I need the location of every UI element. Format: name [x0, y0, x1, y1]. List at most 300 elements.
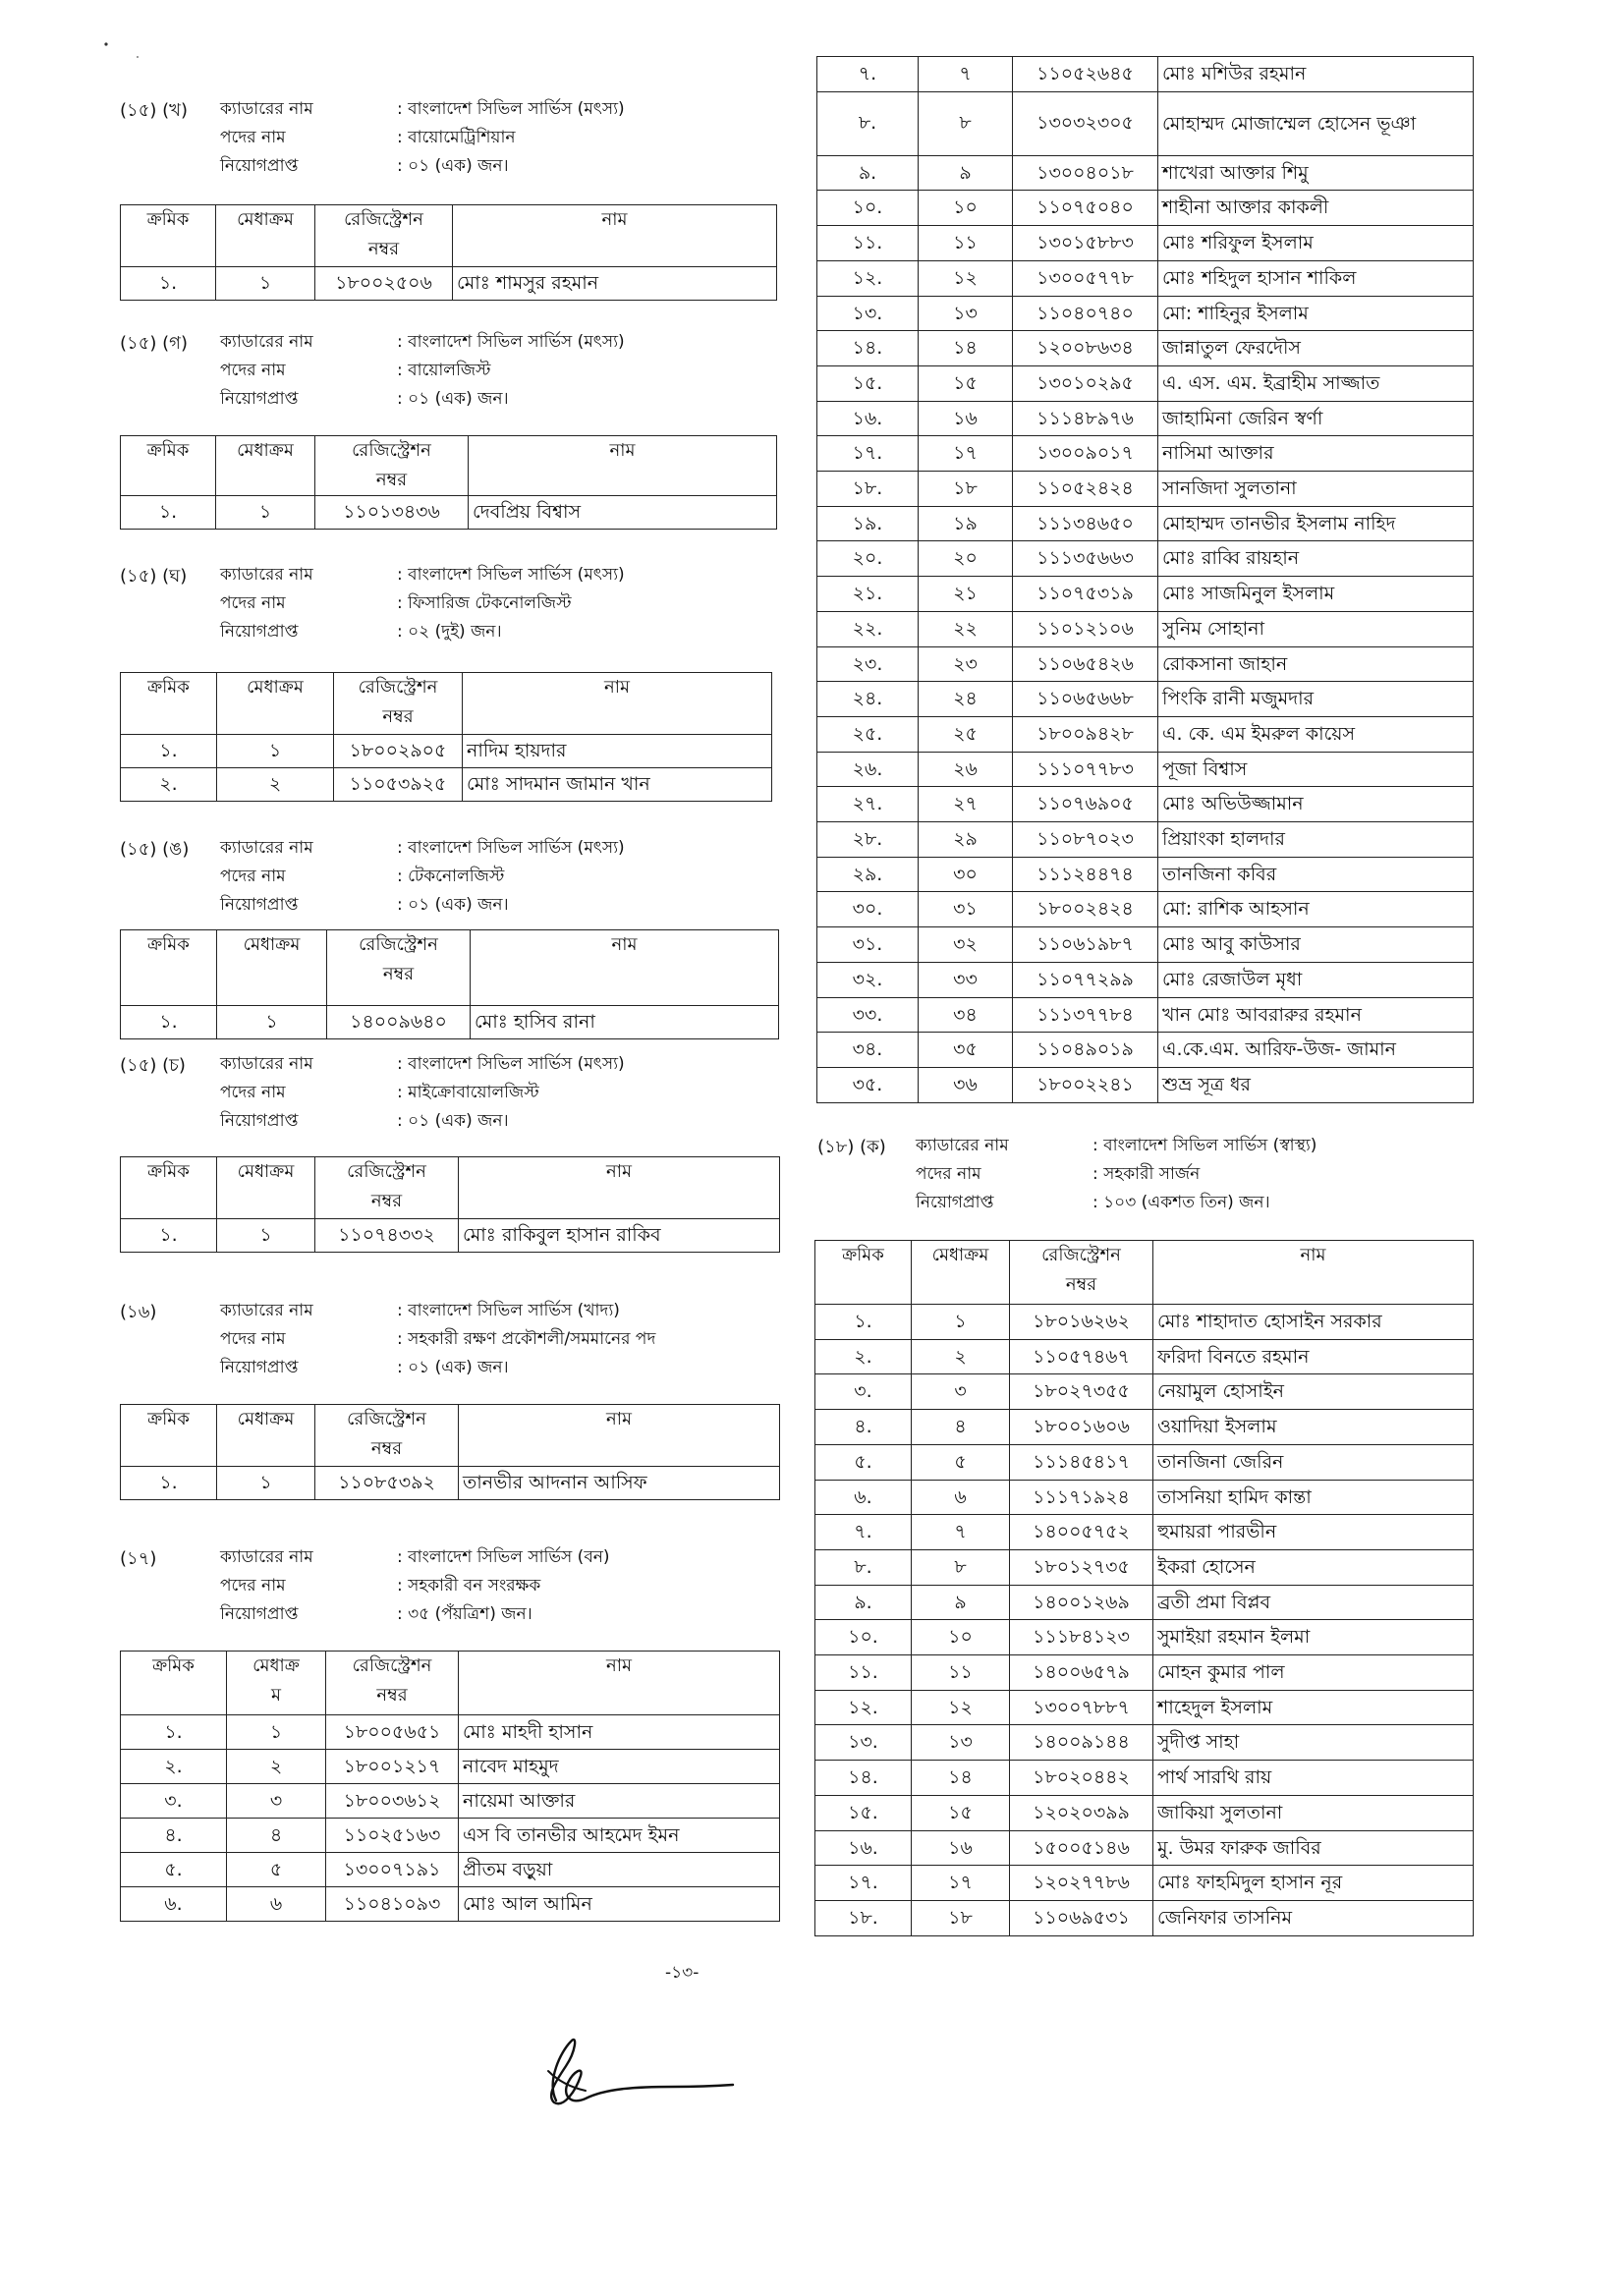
name-cell: মোঃ রেজাউল মৃধা	[1158, 962, 1474, 997]
registration-cell: ১৩০০৯০১৭	[1013, 436, 1158, 472]
table-row	[817, 962, 1474, 997]
table-header-row	[121, 673, 772, 735]
table-row	[121, 1219, 780, 1253]
merit-cell: ১৫	[919, 365, 1013, 401]
name-cell: মোঃ ফাহমিদুল হাসান নূর	[1153, 1866, 1474, 1901]
registration-cell: ১৮০২০৪৪২	[1010, 1761, 1153, 1796]
serial-cell: ৪.	[815, 1410, 912, 1445]
header-registration: রেজিস্ট্রেশন নম্বর	[327, 930, 471, 1006]
table-row	[121, 496, 777, 530]
name-cell: তানজিনা জেরিন	[1153, 1444, 1474, 1480]
table-row	[815, 1690, 1474, 1725]
registration-cell: ১১০৫২৬৪৫	[1013, 57, 1158, 92]
post-value: : বায়োমেট্রিশিয়ান	[397, 128, 516, 147]
registration-cell: ১৮০২৭৩৫৫	[1010, 1374, 1153, 1410]
header-serial: ক্রমিক	[121, 930, 217, 1006]
header-serial: ক্রমিক	[121, 673, 217, 735]
table-row	[817, 577, 1474, 612]
registration-cell: ১৮০১৬২৬২	[1010, 1305, 1153, 1340]
table-row	[121, 1887, 780, 1922]
table-row	[121, 1853, 780, 1887]
serial-cell: ১.	[815, 1305, 912, 1340]
roster-table-16	[120, 1404, 780, 1500]
merit-cell: ১	[227, 1715, 326, 1750]
table-row	[817, 682, 1474, 717]
serial-cell: ৮.	[815, 1549, 912, 1585]
serial-cell: ১৫.	[817, 365, 919, 401]
appointed-value: : ০২ (দুই) জন।	[397, 622, 502, 642]
serial-cell: ১৩.	[815, 1725, 912, 1761]
post-label: পদের নাম	[220, 867, 286, 886]
registration-cell: ১১০৭৫৩১৯	[1013, 577, 1158, 612]
merit-cell: ১	[217, 735, 334, 768]
table-row	[817, 716, 1474, 752]
table-row	[121, 1819, 780, 1853]
serial-cell: ২.	[121, 768, 217, 802]
cadre-label: ক্যাডারের নাম	[220, 99, 313, 119]
table-row	[817, 506, 1474, 541]
name-cell: প্রিয়াংকা হালদার	[1158, 822, 1474, 858]
merit-cell: ২৭	[919, 787, 1013, 822]
merit-cell: ১	[217, 1006, 327, 1039]
registration-cell: ১১০৭৪৩৩২	[315, 1219, 459, 1253]
cadre-label: ক্যাডারের নাম	[220, 565, 313, 585]
name-cell: এ.কে.এম. আরিফ-উজ- জামান	[1158, 1033, 1474, 1068]
post-label: পদের নাম	[220, 1083, 286, 1102]
header-merit: মেধাক্রম	[217, 1405, 315, 1467]
registration-cell: ১১০৮৫৩৯২	[315, 1467, 459, 1500]
table-row	[817, 472, 1474, 507]
serial-cell: ২৫.	[817, 716, 919, 752]
registration-cell: ১১০৮৭০২৩	[1013, 822, 1158, 858]
registration-cell: ১৩০৩২৩০৫	[1013, 91, 1158, 155]
name-cell: ব্রতী প্রমা বিপ্লব	[1153, 1585, 1474, 1620]
table-row	[817, 1067, 1474, 1102]
serial-cell: ১০.	[815, 1620, 912, 1655]
section-number: (১৫) (ঘ)	[120, 566, 188, 587]
table-row	[817, 260, 1474, 296]
roster-table-15-cha	[120, 1156, 780, 1253]
serial-cell: ৩৫.	[817, 1067, 919, 1102]
registration-cell: ১৪০০৯১৪৪	[1010, 1725, 1153, 1761]
post-label: পদের নাম	[220, 128, 286, 147]
serial-cell: ২০.	[817, 541, 919, 577]
name-cell: মোঃ মশিউর রহমান	[1158, 57, 1474, 92]
name-cell: মোঃ রাকিবুল হাসান রাকিব	[459, 1219, 780, 1253]
table-row	[817, 191, 1474, 226]
table-row	[817, 226, 1474, 261]
merit-cell: ১৮	[919, 472, 1013, 507]
section-number: (১৮) (ক)	[817, 1137, 886, 1157]
merit-cell: ১৬	[912, 1830, 1010, 1866]
registration-cell: ১৪০০৯৬৪০	[327, 1006, 471, 1039]
registration-cell: ১৮০০২৫০৬	[315, 267, 453, 301]
serial-cell: ৮.	[817, 91, 919, 155]
cadre-value: : বাংলাদেশ সিভিল সার্ভিস (স্বাস্থ্য)	[1092, 1136, 1317, 1155]
merit-cell: ৩১	[919, 892, 1013, 927]
table-row	[817, 857, 1474, 892]
serial-cell: ২.	[815, 1339, 912, 1374]
registration-cell: ১৮০০১২১৭	[326, 1750, 459, 1784]
roster-table-18-ka	[814, 1240, 1474, 1936]
merit-cell: ১৩	[919, 296, 1013, 331]
merit-cell: ১৫	[912, 1795, 1010, 1830]
merit-cell: ৯	[919, 155, 1013, 191]
serial-cell: ১৯.	[817, 506, 919, 541]
header-serial: ক্রমিক	[121, 436, 216, 496]
table-row	[121, 267, 777, 301]
serial-cell: ১৭.	[817, 436, 919, 472]
name-cell: পার্থ সারথি রায়	[1153, 1761, 1474, 1796]
roster-table-15-uma	[120, 929, 779, 1039]
name-cell: মোঃ আবু কাউসার	[1158, 927, 1474, 963]
name-cell: মোঃ রাব্বি রায়হান	[1158, 541, 1474, 577]
page-number: -১৩-	[665, 1963, 700, 1983]
cadre-label: ক্যাডারের নাম	[220, 1054, 313, 1074]
serial-cell: ১.	[121, 735, 217, 768]
merit-cell: ৬	[227, 1887, 326, 1922]
table-row	[817, 611, 1474, 646]
appointed-value: : ৩৫ (পঁয়ত্রিশ) জন।	[397, 1604, 532, 1624]
serial-cell: ১৮.	[815, 1900, 912, 1935]
serial-cell: ৩৪.	[817, 1033, 919, 1068]
registration-cell: ১১১২৪৪৭৪	[1013, 857, 1158, 892]
header-registration: রেজিস্ট্রেশন নম্বর	[1010, 1241, 1153, 1305]
table-row	[817, 646, 1474, 682]
merit-cell: ২১	[919, 577, 1013, 612]
registration-cell: ১১১৩৪৬৫০	[1013, 506, 1158, 541]
table-row	[817, 927, 1474, 963]
header-merit: মেধাক্রম	[217, 1157, 315, 1219]
cadre-value: : বাংলাদেশ সিভিল সার্ভিস (খাদ্য)	[397, 1301, 620, 1320]
registration-cell: ১১১৭১৯২৪	[1010, 1480, 1153, 1515]
registration-cell: ১১০৫৭৪৬৭	[1010, 1339, 1153, 1374]
name-cell: সানজিদা সুলতানা	[1158, 472, 1474, 507]
table-row	[815, 1374, 1474, 1410]
appointed-value: : ০১ (এক) জন।	[397, 1358, 509, 1377]
name-cell: মোহন কুমার পাল	[1153, 1655, 1474, 1691]
serial-cell: ১২.	[817, 260, 919, 296]
table-header-row	[121, 205, 777, 267]
serial-cell: ১০.	[817, 191, 919, 226]
cadre-value: : বাংলাদেশ সিভিল সার্ভিস (মৎস্য)	[397, 99, 625, 119]
post-label: পদের নাম	[220, 1329, 286, 1349]
roster-table-17	[120, 1651, 780, 1922]
name-cell: মোঃ সাজমিনুল ইসলাম	[1158, 577, 1474, 612]
section-number: (১৭)	[120, 1548, 157, 1569]
serial-cell: ৩.	[121, 1784, 227, 1819]
header-name: নাম	[459, 1157, 780, 1219]
name-cell: মোঃ শহিদুল হাসান শাকিল	[1158, 260, 1474, 296]
appointed-label: নিয়োগপ্রাপ্ত	[220, 895, 299, 915]
table-row	[815, 1305, 1474, 1340]
name-cell: মোহাম্মদ তানভীর ইসলাম নাহিদ	[1158, 506, 1474, 541]
table-row	[815, 1585, 1474, 1620]
serial-cell: ১৭.	[815, 1866, 912, 1901]
table-header-row	[815, 1241, 1474, 1305]
registration-cell: ১১০৪৯০১৯	[1013, 1033, 1158, 1068]
section-number: (১৬)	[120, 1302, 157, 1322]
serial-cell: ১৫.	[815, 1795, 912, 1830]
table-row	[815, 1444, 1474, 1480]
name-cell: মো: রাশিক আহসান	[1158, 892, 1474, 927]
name-cell: দেবপ্রিয় বিশ্বাস	[469, 496, 777, 530]
registration-cell: ১৮০০৯৪২৮	[1013, 716, 1158, 752]
name-cell: এ. এস. এম. ইব্রাহীম সাজ্জাত	[1158, 365, 1474, 401]
section-number: (১৫) (ঙ)	[120, 839, 190, 860]
merit-cell: ২৯	[919, 822, 1013, 858]
header-serial: ক্রমিক	[815, 1241, 912, 1305]
registration-cell: ১৩০০৪০১৮	[1013, 155, 1158, 191]
serial-cell: ৩১.	[817, 927, 919, 963]
appointed-value: : ০১ (এক) জন।	[397, 1111, 509, 1131]
name-cell: নাদিম হায়দার	[463, 735, 772, 768]
name-cell: মু. উমর ফারুক জাবির	[1153, 1830, 1474, 1866]
merit-cell: ৭	[919, 57, 1013, 92]
merit-cell: ৩২	[919, 927, 1013, 963]
merit-cell: ২	[217, 768, 334, 802]
merit-cell: ৩৬	[919, 1067, 1013, 1102]
serial-cell: ৫.	[815, 1444, 912, 1480]
name-cell: মোঃ সাদমান জামান খান	[463, 768, 772, 802]
table-row	[815, 1795, 1474, 1830]
table-row	[815, 1655, 1474, 1691]
registration-cell: ১৩০১০২৯৫	[1013, 365, 1158, 401]
serial-cell: ১.	[121, 1715, 227, 1750]
table-row	[815, 1830, 1474, 1866]
merit-cell: ৩০	[919, 857, 1013, 892]
table-row	[817, 1033, 1474, 1068]
table-row	[121, 768, 772, 802]
registration-cell: ১৮০০৫৬৫১	[326, 1715, 459, 1750]
registration-cell: ১২০০৮৬৩৪	[1013, 331, 1158, 366]
name-cell: শাহেদুল ইসলাম	[1153, 1690, 1474, 1725]
table-row	[815, 1761, 1474, 1796]
serial-cell: ১.	[121, 496, 216, 530]
merit-cell: ১৬	[919, 401, 1013, 436]
merit-cell: ৬	[912, 1480, 1010, 1515]
registration-cell: ১১০৬৯৫৩১	[1010, 1900, 1153, 1935]
merit-cell: ৭	[912, 1515, 1010, 1550]
name-cell: নেয়ামুল হোসাইন	[1153, 1374, 1474, 1410]
name-cell: সুদীপ্ত সাহা	[1153, 1725, 1474, 1761]
section-number: (১৫) (খ)	[120, 100, 188, 121]
table-row	[817, 752, 1474, 787]
registration-cell: ১৩০০৭১৯১	[326, 1853, 459, 1887]
header-name: নাম	[471, 930, 779, 1006]
appointed-label: নিয়োগপ্রাপ্ত	[220, 156, 299, 176]
table-row	[817, 822, 1474, 858]
post-value: : বায়োলজিস্ট	[397, 361, 491, 380]
header-registration: রেজিস্ট্রেশন নম্বর	[334, 673, 463, 735]
name-cell: হুমায়রা পারভীন	[1153, 1515, 1474, 1550]
serial-cell: ৯.	[817, 155, 919, 191]
table-header-row	[121, 1652, 780, 1715]
name-cell: জান্নাতুল ফেরদৌস	[1158, 331, 1474, 366]
name-cell: মোঃ অভিউজ্জামান	[1158, 787, 1474, 822]
cadre-label: ক্যাডারের নাম	[220, 332, 313, 352]
table-row	[121, 1750, 780, 1784]
table-row	[121, 1715, 780, 1750]
merit-cell: ১২	[912, 1690, 1010, 1725]
header-name: নাম	[469, 436, 777, 496]
merit-cell: ২	[227, 1750, 326, 1784]
table-row	[121, 1467, 780, 1500]
table-row	[815, 1515, 1474, 1550]
serial-cell: ১৬.	[817, 401, 919, 436]
appointed-value: : ০১ (এক) জন।	[397, 389, 509, 409]
merit-cell: ৩৩	[919, 962, 1013, 997]
serial-cell: ৬.	[121, 1887, 227, 1922]
registration-cell: ১১০৫২৪২৪	[1013, 472, 1158, 507]
merit-cell: ১২	[919, 260, 1013, 296]
serial-cell: ১১.	[815, 1655, 912, 1691]
registration-cell: ১১০৬১৯৮৭	[1013, 927, 1158, 963]
registration-cell: ১৪০০১২৬৯	[1010, 1585, 1153, 1620]
table-row	[817, 91, 1474, 155]
name-cell: মোঃ শামসুর রহমান	[453, 267, 777, 301]
name-cell: ইকরা হোসেন	[1153, 1549, 1474, 1585]
merit-cell: ৪	[912, 1410, 1010, 1445]
merit-cell: ১	[216, 496, 315, 530]
name-cell: পিংকি রানী মজুমদার	[1158, 682, 1474, 717]
table-row	[815, 1620, 1474, 1655]
cadre-label: ক্যাডারের নাম	[220, 1547, 313, 1567]
serial-cell: ১.	[121, 1467, 217, 1500]
roster-table-15-gha	[120, 672, 772, 802]
name-cell: মোঃ আল আমিন	[459, 1887, 780, 1922]
serial-cell: ১.	[121, 267, 216, 301]
name-cell: প্রীতম বড়ুয়া	[459, 1853, 780, 1887]
registration-cell: ১৩০০৫৭৭৮	[1013, 260, 1158, 296]
name-cell: নাবেদ মাহমুদ	[459, 1750, 780, 1784]
name-cell: পূজা বিশ্বাস	[1158, 752, 1474, 787]
serial-cell: ৭.	[815, 1515, 912, 1550]
name-cell: খান মোঃ আবরারুর রহমান	[1158, 997, 1474, 1033]
table-row	[815, 1339, 1474, 1374]
appointed-value: : ১০৩ (একশত তিন) জন।	[1092, 1193, 1270, 1212]
name-cell: মোঃ শাহাদাত হোসাইন সরকার	[1153, 1305, 1474, 1340]
scan-specks	[0, 0, 196, 79]
merit-cell: ৮	[919, 91, 1013, 155]
name-cell: জাহামিনা জেরিন স্বর্ণা	[1158, 401, 1474, 436]
table-row	[815, 1725, 1474, 1761]
header-merit: মেধাক্রম	[217, 930, 327, 1006]
merit-cell: ১	[912, 1305, 1010, 1340]
appointed-label: নিয়োগপ্রাপ্ত	[220, 1358, 299, 1377]
registration-cell: ১৫০০৫১৪৬	[1010, 1830, 1153, 1866]
post-label: পদের নাম	[916, 1164, 981, 1184]
serial-cell: ৫.	[121, 1853, 227, 1887]
appointed-label: নিয়োগপ্রাপ্ত	[220, 1604, 299, 1624]
post-value: : সহকারী সার্জন	[1092, 1164, 1201, 1184]
serial-cell: ১৪.	[815, 1761, 912, 1796]
registration-cell: ১১০৬৫৬৬৮	[1013, 682, 1158, 717]
serial-cell: ১৬.	[815, 1830, 912, 1866]
merit-cell: ১১	[912, 1655, 1010, 1691]
registration-cell: ১৮০০১৬০৬	[1010, 1410, 1153, 1445]
registration-cell: ১৩০০৭৮৮৭	[1010, 1690, 1153, 1725]
table-row	[817, 57, 1474, 92]
registration-cell: ১১০৪১০৯৩	[326, 1887, 459, 1922]
merit-cell: ১৩	[912, 1725, 1010, 1761]
table-row	[817, 401, 1474, 436]
merit-cell: ৯	[912, 1585, 1010, 1620]
merit-cell: ১০	[919, 191, 1013, 226]
roster-table-17-continued	[816, 56, 1474, 1103]
table-header-row	[121, 930, 779, 1006]
serial-cell: ৩৩.	[817, 997, 919, 1033]
header-name: নাম	[453, 205, 777, 267]
header-merit: মেধাক্রম	[216, 205, 315, 267]
name-cell: মোঃ হাসিব রানা	[471, 1006, 779, 1039]
registration-cell: ১২০২৭৭৮৬	[1010, 1866, 1153, 1901]
cadre-label: ক্যাডারের নাম	[916, 1136, 1009, 1155]
registration-cell: ১৪০০৬৫৭৯	[1010, 1655, 1153, 1691]
table-row	[815, 1549, 1474, 1585]
serial-cell: ৯.	[815, 1585, 912, 1620]
registration-cell: ১৮০০৩৬১২	[326, 1784, 459, 1819]
merit-cell: ২৪	[919, 682, 1013, 717]
merit-cell: ১	[217, 1219, 315, 1253]
name-cell: মো: শাহিনুর ইসলাম	[1158, 296, 1474, 331]
merit-cell: ১৮	[912, 1900, 1010, 1935]
merit-cell: ১৯	[919, 506, 1013, 541]
header-name: নাম	[459, 1652, 780, 1715]
merit-cell: ৫	[912, 1444, 1010, 1480]
serial-cell: ১.	[121, 1006, 217, 1039]
registration-cell: ১১১৪৮৯৭৬	[1013, 401, 1158, 436]
table-row	[815, 1480, 1474, 1515]
header-registration: রেজিস্ট্রেশন নম্বর	[315, 205, 453, 267]
header-registration: রেজিস্ট্রেশন নম্বর	[315, 1405, 459, 1467]
registration-cell: ১৮০০২৯০৫	[334, 735, 463, 768]
serial-cell: ১৮.	[817, 472, 919, 507]
serial-cell: ২.	[121, 1750, 227, 1784]
merit-cell: ৪	[227, 1819, 326, 1853]
registration-cell: ১১০৭৬৯০৫	[1013, 787, 1158, 822]
table-row	[817, 436, 1474, 472]
name-cell: এস বি তানভীর আহমেদ ইমন	[459, 1819, 780, 1853]
registration-cell: ১১১৩৫৬৬৩	[1013, 541, 1158, 577]
registration-cell: ১৮০০২২৪১	[1013, 1067, 1158, 1102]
serial-cell: ২৭.	[817, 787, 919, 822]
section-number: (১৫) (গ)	[120, 333, 188, 354]
header-serial: ক্রমিক	[121, 1405, 217, 1467]
serial-cell: ১১.	[817, 226, 919, 261]
table-row	[817, 997, 1474, 1033]
merit-cell: ২৬	[919, 752, 1013, 787]
name-cell: নায়েমা আক্তার	[459, 1784, 780, 1819]
header-registration: রেজিস্ট্রেশন নম্বর	[315, 1157, 459, 1219]
header-registration: রেজিস্ট্রেশন নম্বর	[315, 436, 469, 496]
name-cell: শুভ্র সূত্র ধর	[1158, 1067, 1474, 1102]
header-merit: মেধাক্র ম	[227, 1652, 326, 1715]
name-cell: তাসনিয়া হামিদ কান্তা	[1153, 1480, 1474, 1515]
merit-cell: ১৭	[912, 1866, 1010, 1901]
serial-cell: ১২.	[815, 1690, 912, 1725]
cadre-value: : বাংলাদেশ সিভিল সার্ভিস (মৎস্য)	[397, 1054, 625, 1074]
registration-cell: ১১১০৭৭৮৩	[1013, 752, 1158, 787]
cadre-value: : বাংলাদেশ সিভিল সার্ভিস (বন)	[397, 1547, 610, 1567]
post-value: : সহকারী বন সংরক্ষক	[397, 1576, 541, 1596]
cadre-value: : বাংলাদেশ সিভিল সার্ভিস (মৎস্য)	[397, 565, 625, 585]
name-cell: সুমাইয়া রহমান ইলমা	[1153, 1620, 1474, 1655]
header-name: নাম	[1153, 1241, 1474, 1305]
table-header-row	[121, 436, 777, 496]
appointed-label: নিয়োগপ্রাপ্ত	[220, 622, 299, 642]
appointed-value: : ০১ (এক) জন।	[397, 895, 509, 915]
